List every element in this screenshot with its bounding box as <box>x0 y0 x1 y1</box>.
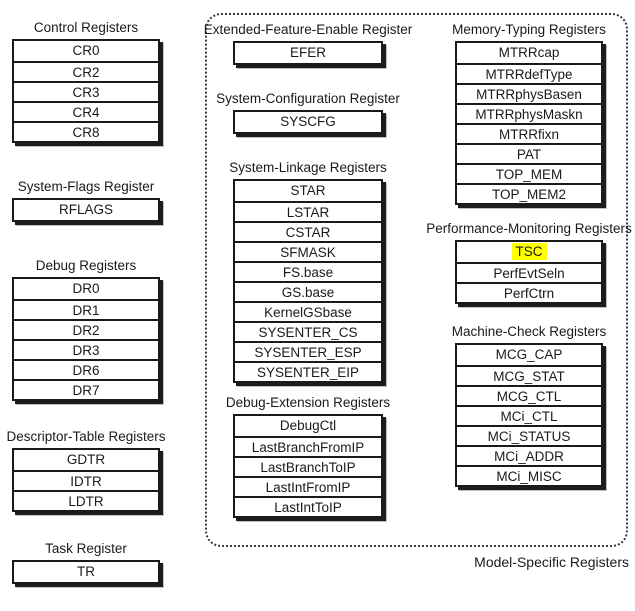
group-title-system-configuration-register: System-Configuration Register <box>216 91 400 106</box>
register-box-extended-feature-enable-register <box>233 41 383 65</box>
register-mcg-stat: MCG_STAT <box>457 365 601 385</box>
register-rflags: RFLAGS <box>58 202 113 217</box>
group-title-system-linkage-registers: System-Linkage Registers <box>229 160 387 175</box>
register-syscfg: SYSCFG <box>280 114 336 129</box>
group-title-debug-extension-registers: Debug-Extension Registers <box>225 395 391 410</box>
register-fs-base: FS.base <box>235 261 381 281</box>
register-group-extended-feature-enable-register <box>203 22 413 65</box>
register-box-memory-typing-registers <box>455 41 603 205</box>
register-efer: EFER <box>289 45 326 60</box>
register-group-memory-typing-registers <box>452 22 606 205</box>
register-dr1: DR1 <box>14 299 158 319</box>
register-mci-ctl: MCi_CTL <box>457 405 601 425</box>
group-title-extended-feature-enable-register: Extended-Feature-Enable Register <box>203 22 413 37</box>
register-group-system-configuration-register <box>216 91 400 134</box>
model-specific-registers-label: Model-Specific Registers <box>474 554 629 570</box>
msr-column-2 <box>426 22 632 503</box>
register-mcg-ctl: MCG_CTL <box>457 385 601 405</box>
register-group-descriptor-table-registers <box>6 429 166 512</box>
group-title-system-flags-register: System-Flags Register <box>17 179 155 194</box>
register-mtrrphysbasen: MTRRphysBasen <box>457 83 601 103</box>
register-pat: PAT <box>457 143 601 163</box>
register-box-system-linkage-registers <box>233 179 383 383</box>
register-mcg-cap: MCG_CAP <box>495 347 563 362</box>
register-idtr: IDTR <box>14 470 158 490</box>
register-group-debug-extension-registers <box>225 395 391 518</box>
register-mtrrdeftype: MTRRdefType <box>457 63 601 83</box>
group-title-debug-registers: Debug Registers <box>35 258 137 273</box>
msr-column-1 <box>203 22 413 544</box>
register-mci-addr: MCi_ADDR <box>457 445 601 465</box>
register-debugctl: DebugCtl <box>279 418 337 433</box>
register-box-performance-monitoring-registers <box>455 240 603 304</box>
register-dr7: DR7 <box>14 379 158 399</box>
group-title-control-registers: Control Registers <box>33 20 139 35</box>
register-group-debug-registers <box>12 258 160 401</box>
register-mci-status: MCi_STATUS <box>457 425 601 445</box>
register-top-mem2: TOP_MEM2 <box>457 183 601 203</box>
register-cr8: CR8 <box>14 121 158 141</box>
register-sysenter-cs: SYSENTER_CS <box>235 321 381 341</box>
register-group-system-linkage-registers <box>229 160 387 383</box>
group-title-task-register: Task Register <box>45 541 127 556</box>
register-cr4: CR4 <box>14 101 158 121</box>
register-mtrrphysmaskn: MTRRphysMaskn <box>457 103 601 123</box>
register-dr0: DR0 <box>72 281 100 296</box>
register-mtrrfixn: MTRRfixn <box>457 123 601 143</box>
register-star: STAR <box>290 183 326 198</box>
register-group-control-registers <box>12 20 160 143</box>
register-group-system-flags-register <box>12 179 160 222</box>
register-sysenter-eip: SYSENTER_EIP <box>235 361 381 381</box>
register-top-mem: TOP_MEM <box>457 163 601 183</box>
register-sysenter-esp: SYSENTER_ESP <box>235 341 381 361</box>
register-box-descriptor-table-registers <box>12 448 160 512</box>
register-cstar: CSTAR <box>235 221 381 241</box>
register-lastintfromip: LastIntFromIP <box>235 476 381 496</box>
register-box-machine-check-registers <box>455 343 603 487</box>
register-mci-misc: MCi_MISC <box>457 465 601 485</box>
group-title-machine-check-registers: Machine-Check Registers <box>451 324 607 339</box>
register-kernelgsbase: KernelGSbase <box>235 301 381 321</box>
register-dr6: DR6 <box>14 359 158 379</box>
register-box-system-flags-register <box>12 198 160 222</box>
register-mtrrcap: MTRRcap <box>498 45 560 60</box>
register-cr3: CR3 <box>14 81 158 101</box>
register-dr2: DR2 <box>14 319 158 339</box>
highlighted-register-tsc: TSC <box>512 243 547 260</box>
register-tr: TR <box>77 564 95 579</box>
register-box-task-register <box>12 560 160 584</box>
group-title-descriptor-table-registers: Descriptor-Table Registers <box>6 429 166 444</box>
register-gs-base: GS.base <box>235 281 381 301</box>
register-sfmask: SFMASK <box>235 241 381 261</box>
register-gdtr: GDTR <box>66 452 106 467</box>
general-system-registers-column <box>6 20 166 584</box>
register-box-system-configuration-register <box>233 110 383 134</box>
group-title-memory-typing-registers: Memory-Typing Registers <box>452 22 606 37</box>
register-box-debug-extension-registers <box>233 414 383 518</box>
register-cr0: CR0 <box>72 43 100 58</box>
register-lastbranchtoip: LastBranchToIP <box>235 456 381 476</box>
register-group-performance-monitoring-registers <box>426 221 632 304</box>
register-group-task-register <box>12 541 160 584</box>
register-perfctrn: PerfCtrn <box>457 282 601 302</box>
register-perfevtseln: PerfEvtSeln <box>457 262 601 282</box>
register-group-machine-check-registers <box>451 324 607 487</box>
register-lastbranchfromip: LastBranchFromIP <box>235 436 381 456</box>
register-box-debug-registers <box>12 277 160 401</box>
register-lstar: LSTAR <box>235 201 381 221</box>
register-cr2: CR2 <box>14 61 158 81</box>
register-lastinttoip: LastIntToIP <box>235 496 381 516</box>
group-title-performance-monitoring-registers: Performance-Monitoring Registers <box>426 221 632 236</box>
register-ldtr: LDTR <box>14 490 158 510</box>
register-tsc <box>457 242 601 262</box>
register-dr3: DR3 <box>14 339 158 359</box>
register-box-control-registers <box>12 39 160 143</box>
